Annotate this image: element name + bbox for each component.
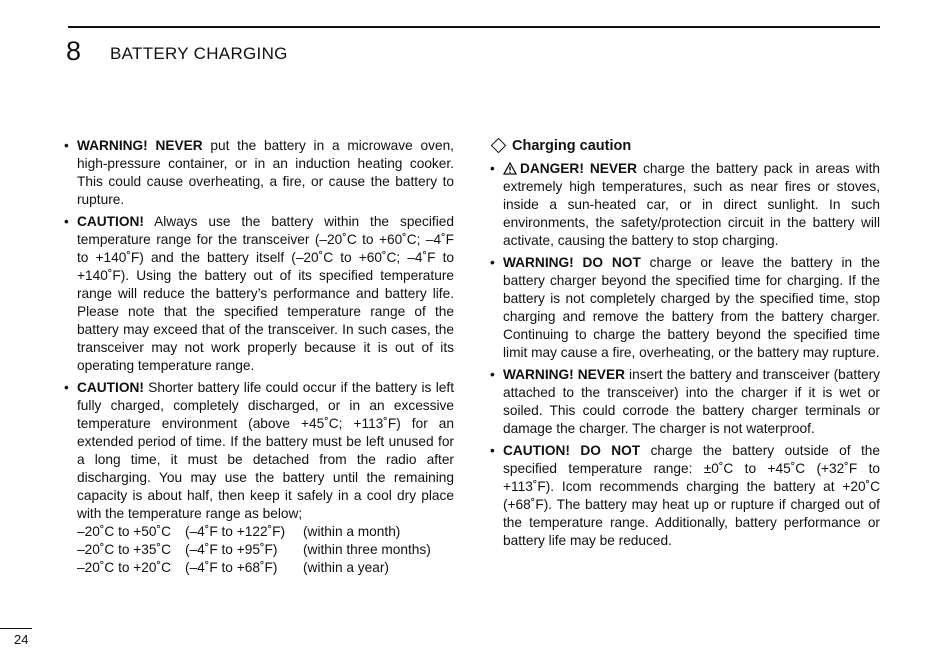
item-label: CAUTION! DO NOT [503,443,641,458]
range-period: (within three months) [303,542,431,557]
caution-battery-life-item [64,379,454,523]
item-text: Always use the battery within the specified temperature range for the transceiver (–20˚C to +60˚C; –4˚F to +140˚F) and the battery itself (–20˚C to +60˚C; –4˚F to +140˚F). Using the battery out of its specified temperature range will reduce the battery’s performance and battery life. Please note that the specified temperature range of the battery may exceed that of the transceiver. In such cases, the transceiver may not work properly because it is out of its operating temperature range. [77,214,454,373]
item-text: put the battery in a microwave oven, high-pressure container, or in an induction heating cooker. This could cause overheating, a fire, or cause the battery to rupture. [77,138,454,207]
item-text: charge or leave the battery in the battery charger beyond the specified time for charging. If the battery is not completely charged by the specified time, stop charging and remove the battery from the battery charger. Continuing to charge the battery beyond the specified time limit may cause a fire, overheating, or the battery may rupture. [503,255,880,360]
range-fahrenheit: (–4˚F to +68˚F) [185,560,278,575]
chapter-title: BATTERY CHARGING [110,44,288,63]
bullet: • [490,443,495,458]
bullet: • [490,255,495,270]
range-celsius: –20˚C to +35˚C [77,542,171,557]
range-fahrenheit: (–4˚F to +95˚F) [185,542,278,557]
range-celsius: –20˚C to +20˚C [77,560,171,575]
bullet: • [490,161,495,176]
item-text: charge the battery pack in areas with extremely high temperatures, such as near fires or stoves, inside a sun-heated car, or in direct sunlight. In such environments, the safety/protection circuit in the battery will activate, causing the battery to stop charging. [503,161,880,248]
range-period: (within a month) [303,524,401,539]
item-label: DANGER! NEVER [520,161,638,176]
bullet: • [64,138,69,153]
left-column [64,137,454,577]
page-number: 24 [14,632,29,647]
warning-wet-insert-item [490,366,880,438]
item-text: charge the battery outside of the specified temperature range: ±0˚C to +45˚C (+32˚F to +113˚F). Icom recommends charging the battery at +20˚C (+68˚F). The battery may heat up or rupture if charged out of the temperature range. Additionally, battery performance or battery life may be reduced. [503,443,880,548]
header-rule [68,26,880,28]
chapter-number: 8 [66,36,82,66]
caution-charge-temperature-item [490,442,880,550]
range-fahrenheit: (–4˚F to +122˚F) [185,524,286,539]
item-label: CAUTION! [77,380,144,395]
range-period: (within a year) [303,560,389,575]
diamond-icon [491,138,507,154]
section-heading-text: Charging caution [512,138,632,154]
bullet: • [490,367,495,382]
item-label: WARNING! NEVER [77,138,203,153]
bullet: • [64,380,69,395]
danger-high-temperature-item [490,160,880,250]
right-column [490,136,880,554]
warning-triangle-icon [503,162,517,175]
range-celsius: –20˚C to +50˚C [77,524,171,539]
item-label: WARNING! DO NOT [503,255,641,270]
footer-rule [0,628,32,629]
caution-temperature-item [64,213,454,375]
storage-range-row [64,523,454,541]
charging-caution-heading [490,136,880,156]
item-text: insert the battery and transceiver (battery attached to the transceiver) into the charger if it is wet or soiled. This could corrode the battery charger terminals or damage the charger. The charger is not waterproof. [503,367,881,436]
storage-range-row [64,541,454,559]
warning-microwave-item [64,137,454,209]
item-label: WARNING! NEVER [503,367,625,382]
storage-range-row [64,559,454,577]
item-text: Shorter battery life could occur if the battery is left fully charged, completely discharged, or in an excessive temperature environment (above +45˚C; +113˚F) for an extended period of time. If the battery must be left unused for a long time, it must be detached from the radio after discharging. You may use the battery until the remaining capacity is about half, then keep it safely in a cool dry place with the temperature range as below; [77,380,454,521]
item-label: CAUTION! [77,214,144,229]
warning-charge-time-item [490,254,880,362]
bullet: • [64,214,69,229]
